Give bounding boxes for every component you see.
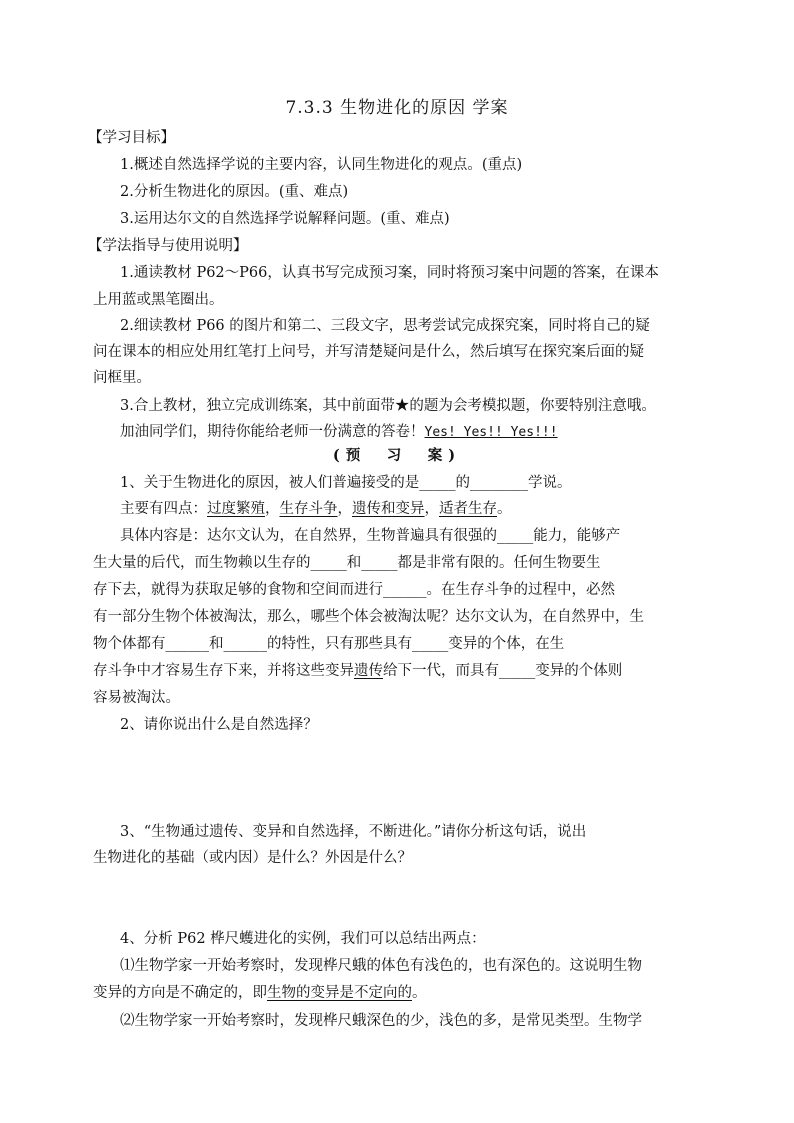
q1-paragraph-line1: 具体内容是：达尔文认为，在自然界，生物普遍具有很强的_____能力，能够产 bbox=[120, 528, 621, 544]
point-overbreeding: 过度繁殖 bbox=[207, 501, 265, 517]
guide-p3: 3.合上教材，独立完成训练案，其中前面带★的题为会考模拟题，你要特别注意哦。 bbox=[120, 398, 656, 414]
q3-line1: 3、“生物通过遗传、变异和自然选择，不断进化。”请你分析这句话，说出 bbox=[120, 824, 587, 840]
goal-item-3: 3.运用达尔文的自然选择学说解释问题。(重、难点) bbox=[120, 211, 450, 227]
page-title: 7.3.3 生物进化的原因 学案 bbox=[285, 98, 509, 118]
q4-line1: 4、分析 P62 桦尺蠖进化的实例，我们可以总结出两点： bbox=[120, 931, 486, 947]
q2-question: 2、请你说出什么是自然选择？ bbox=[120, 717, 318, 733]
goals-heading: 【学习目标】 bbox=[88, 130, 175, 146]
q1-paragraph-line7: 容易被淘汰。 bbox=[93, 690, 180, 706]
guide-p2-line2: 问在课本的相应处用红笔打上问号，并写清楚疑问是什么，然后填写在探究案后面的疑 bbox=[93, 344, 644, 360]
q1-paragraph-line5: 物个体都有______和______的特性，只有那些具有_____变异的个体，在生 bbox=[93, 636, 565, 652]
q1-paragraph-line2: 生大量的后代，而生物赖以生存的_____和_____都是非常有限的。任何生物要生 bbox=[93, 555, 601, 571]
goal-item-2: 2.分析生物进化的原因。(重、难点) bbox=[120, 184, 349, 200]
q4-a-line2: 变异的方向是不确定的，即生物的变异是不定向的。 bbox=[93, 985, 427, 1001]
q4-b-line1: ⑵生物学家一开始考察时，发现桦尺蛾深色的少，浅色的多，是常见类型。生物学 bbox=[120, 1013, 642, 1029]
guide-p2-line1: 2.细读教材 P66 的图片和第二、三段文字，思考尝试完成探究案，同时将自己的疑 bbox=[120, 318, 650, 334]
q1-main-points: 主要有四点：过度繁殖，生存斗争，遗传和变异，适者生存。 bbox=[120, 501, 512, 517]
point-struggle: 生存斗争 bbox=[279, 501, 338, 517]
q1-line1: 1、关于生物进化的原因，被人们普遍接受的是_____的________学说。 bbox=[120, 475, 572, 491]
preview-heading: (预 习 案) bbox=[332, 447, 462, 464]
q1-paragraph-line4: 有一部分生物个体被淘汰，那么，哪些个体会被淘汰呢？达尔文认为，在自然界中，生 bbox=[93, 609, 644, 625]
cheer-english: Yes! Yes!! Yes!!! bbox=[424, 425, 558, 440]
cheer-text: 加油同学们，期待你能给老师一份满意的答卷！ bbox=[120, 424, 425, 440]
guide-cheer bbox=[120, 422, 558, 443]
guide-p1-line1: 1.通读教材 P62～P66，认真书写完成预习案，同时将预习案中问题的答案，在课本 bbox=[120, 265, 659, 281]
variation-undirected-underlined: 生物的变异是不定向的 bbox=[267, 985, 412, 1001]
guide-p2-line3: 问框里。 bbox=[93, 370, 151, 386]
q1-paragraph-line6: 存斗争中才容易生存下来，并将这些变异遗传给下一代，而具有_____变异的个体则 bbox=[93, 663, 623, 679]
guide-heading: 【学法指导与使用说明】 bbox=[88, 238, 248, 254]
point-survival-fittest: 适者生存 bbox=[439, 501, 497, 517]
point-heredity-variation: 遗传和变异 bbox=[352, 501, 425, 517]
q4-a-line1: ⑴生物学家一开始考察时，发现桦尺蛾的体色有浅色的，也有深色的。这说明生物 bbox=[120, 958, 642, 974]
heredity-underlined: 遗传 bbox=[354, 663, 383, 679]
q1-paragraph-line3: 存下去，就得为获取足够的食物和空间而进行______。在生存斗争的过程中，必然 bbox=[93, 582, 615, 598]
goal-item-1: 1.概述自然选择学说的主要内容，认同生物进化的观点。(重点) bbox=[120, 157, 523, 173]
guide-p1-line2: 上用蓝或黑笔圈出。 bbox=[93, 292, 224, 308]
q3-line2: 生物进化的基础（或内因）是什么？外因是什么？ bbox=[93, 850, 412, 866]
